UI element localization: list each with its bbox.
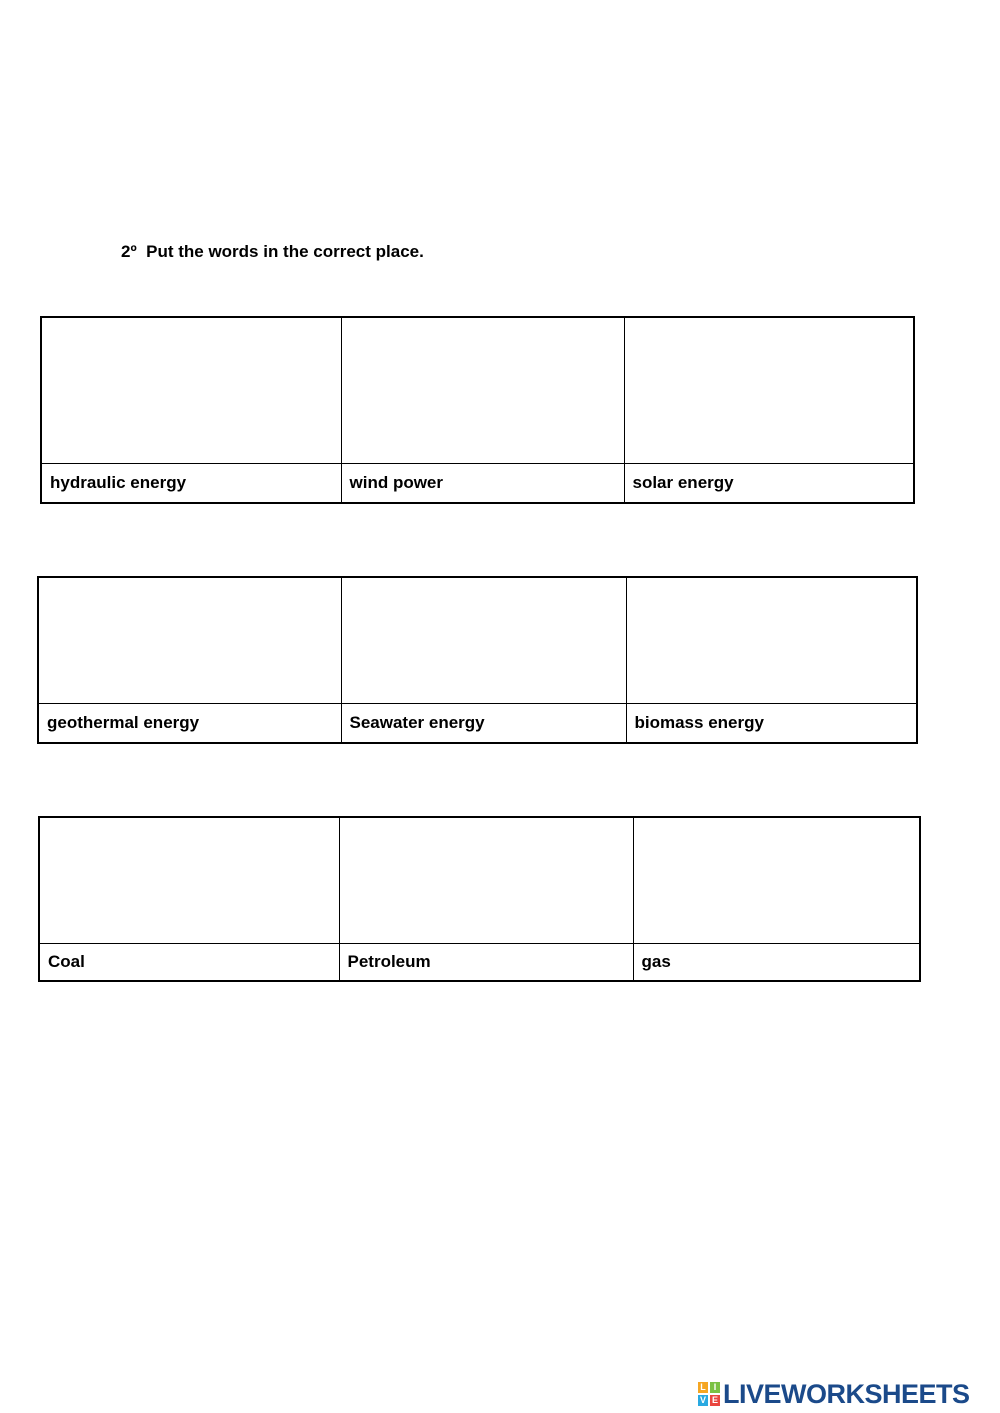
instruction-text: 2º Put the words in the correct place.: [121, 242, 424, 261]
energy-table-2: [37, 576, 918, 744]
liveworksheets-logo-icon: L I V E: [699, 1382, 718, 1405]
label-solar-energy: solar energy: [624, 464, 914, 504]
drop-zone-biomass[interactable]: [626, 577, 917, 704]
energy-table-3: [38, 816, 921, 982]
label-coal: Coal: [39, 944, 339, 982]
drop-zone-gas[interactable]: [633, 817, 920, 944]
energy-table-1: [40, 316, 915, 504]
label-geothermal-energy: geothermal energy: [38, 704, 341, 744]
label-wind-power: wind power: [341, 464, 624, 504]
liveworksheets-logo-text: LIVEWORKSHEETS: [723, 1378, 970, 1409]
label-gas: gas: [633, 944, 920, 982]
label-biomass-energy: biomass energy: [626, 704, 917, 744]
liveworksheets-logo: [698, 1379, 970, 1409]
drop-zone-petroleum[interactable]: [339, 817, 633, 944]
label-petroleum: Petroleum: [339, 944, 633, 982]
drop-zone-wind[interactable]: [341, 317, 624, 464]
drop-zone-coal[interactable]: [39, 817, 339, 944]
label-seawater-energy: Seawater energy: [341, 704, 626, 744]
drop-zone-seawater[interactable]: [341, 577, 626, 704]
drop-zone-solar[interactable]: [624, 317, 914, 464]
label-hydraulic-energy: hydraulic energy: [41, 464, 341, 504]
drop-zone-hydraulic[interactable]: [41, 317, 341, 464]
drop-zone-geothermal[interactable]: [38, 577, 341, 704]
